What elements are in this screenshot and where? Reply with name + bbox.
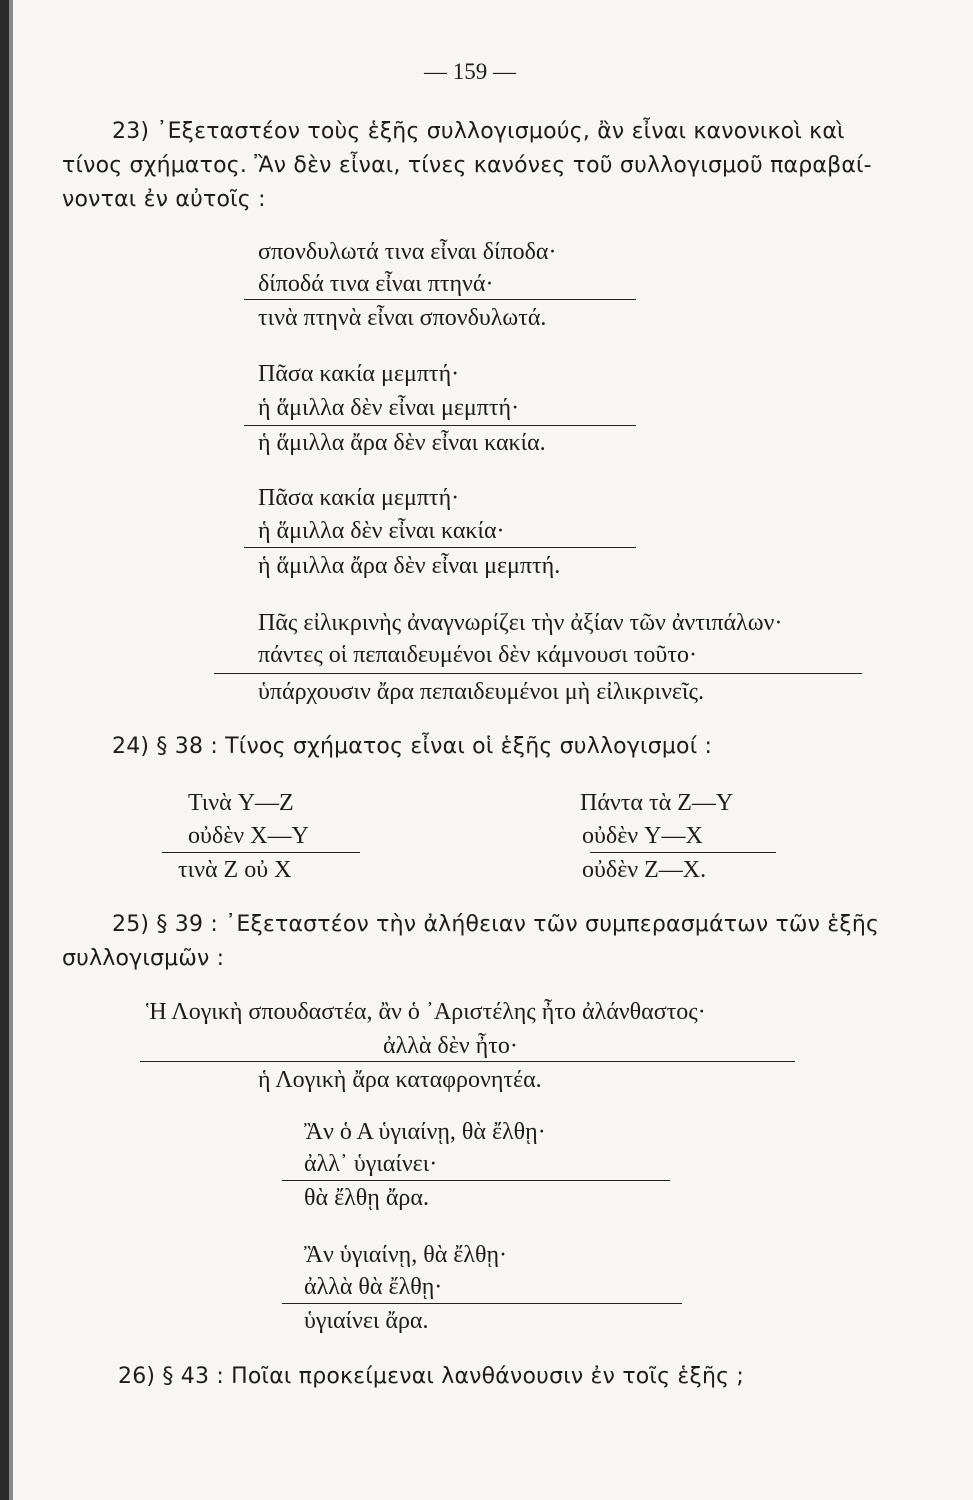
q23-s4-premise2: πάντες οἱ πεπαιδευμένοι δὲν κάμνουσι τοῦτο· — [258, 642, 697, 668]
q24-right-premise2: οὐδὲν Y—X — [582, 823, 703, 849]
q23-s1-rule — [244, 299, 636, 300]
q25-s2-conclusion: θὰ ἔλθῃ ἄρα. — [304, 1185, 429, 1211]
q24-left-rule — [162, 852, 360, 853]
q23-s2-premise2: ἡ ἅμιλλα δὲν εἶναι μεμπτή· — [258, 395, 520, 421]
q25-line2: συλλογισμῶν : — [62, 946, 225, 971]
q25-s1-premise1: Ἡ Λογικὴ σπουδαστέα, ἂν ὁ ᾿Αριστέλης ἦτο ἀλάνθαστος· — [146, 999, 706, 1025]
q25-s3-premise2: ἀλλὰ θὰ ἔλθῃ· — [304, 1274, 443, 1300]
q25-s3-rule — [282, 1303, 682, 1304]
q23-s1-premise2: δίποδά τινα εἶναι πτηνά· — [258, 271, 494, 297]
q24-right-conclusion: οὐδὲν Z—X. — [582, 857, 707, 883]
q23-s4-rule — [214, 673, 862, 674]
q23-s4-conclusion: ὑπάρχουσιν ἄρα πεπαιδευμένοι μὴ εἰλικρινεῖς. — [258, 679, 704, 705]
q23-s4-premise1: Πᾶς εἰλικρινὴς ἀναγνωρίζει τὴν ἀξίαν τῶν ἀντιπάλων· — [258, 610, 783, 636]
q25-s2-rule — [282, 1180, 670, 1181]
q23-s2-premise1: Πᾶσα κακία μεμπτή· — [258, 361, 460, 387]
q25-s3-conclusion: ὑγιαίνει ἄρα. — [304, 1308, 429, 1334]
page-number: — 159 — — [424, 59, 516, 84]
q24-left-premise1: Τινὰ Y—Z — [188, 790, 294, 816]
q23-s3-premise2: ἡ ἅμιλλα δὲν εἶναι κακία· — [258, 518, 505, 544]
q23-s1-conclusion: τινὰ πτηνὰ εἶναι σπονδυλωτά. — [258, 305, 547, 331]
page-edge-shadow — [0, 0, 9, 1500]
q23-s3-premise1: Πᾶσα κακία μεμπτή· — [258, 485, 460, 511]
q23-s1-premise1: σπονδυλωτά τινα εἶναι δίποδα· — [258, 239, 557, 265]
q25-s2-premise1: Ἂν ὁ Α ὑγιαίνῃ, θὰ ἔλθῃ· — [304, 1119, 546, 1145]
q26-line1: 26) § 43 : Ποῖαι προκείμεναι λανθάνουσιν ἐν τοῖς ἑξῆς ; — [118, 1364, 745, 1389]
q25-s2-premise2: ἀλλ᾿ ὑγιαίνει· — [304, 1151, 438, 1177]
q25-s1-rule — [140, 1061, 795, 1062]
q25-s1-conclusion: ἡ Λογικὴ ἄρα καταφρονητέα. — [258, 1067, 542, 1093]
q24-right-rule — [590, 852, 776, 853]
q24-heading: 24) § 38 : Τίνος σχήματος εἶναι οἱ ἑξῆς συλλογισμοί : — [112, 734, 713, 759]
q23-line3: νονται ἐν αὐτοῖς : — [62, 187, 266, 212]
q25-s1-premise2: ἀλλὰ δὲν ἦτο· — [383, 1033, 518, 1059]
q23-line1: 23) ᾿Εξεταστέον τοὺς ἑξῆς συλλογισμούς, ἂν εἶναι κανονικοὶ καὶ — [112, 119, 845, 144]
q25-s3-premise1: Ἂν ὑγιαίνῃ, θὰ ἔλθῃ· — [304, 1242, 508, 1268]
q24-left-conclusion: τινὰ Z οὐ X — [178, 857, 292, 883]
q23-s3-rule — [244, 547, 636, 548]
q25-line1: 25) § 39 : ᾿Εξεταστέον τὴν ἀλήθειαν τῶν συμπερασμάτων τῶν ἑξῆς — [112, 912, 880, 937]
q23-s3-conclusion: ἡ ἅμιλλα ἄρα δὲν εἶναι μεμπτή. — [258, 553, 561, 579]
q23-line2: τίνος σχήματος. Ἂν δὲν εἶναι, τίνες κανόνες τοῦ συλλογισμοῦ παραβαί- — [62, 153, 872, 178]
q24-left-premise2: οὐδὲν X—Y — [188, 823, 309, 849]
q24-right-premise1: Πάντα τὰ Z—Y — [580, 790, 734, 816]
q23-s2-rule — [244, 425, 636, 426]
q23-s2-conclusion: ἡ ἅμιλλα ἄρα δὲν εἶναι κακία. — [258, 430, 546, 456]
page-edge-shadow-inner — [9, 0, 13, 1500]
